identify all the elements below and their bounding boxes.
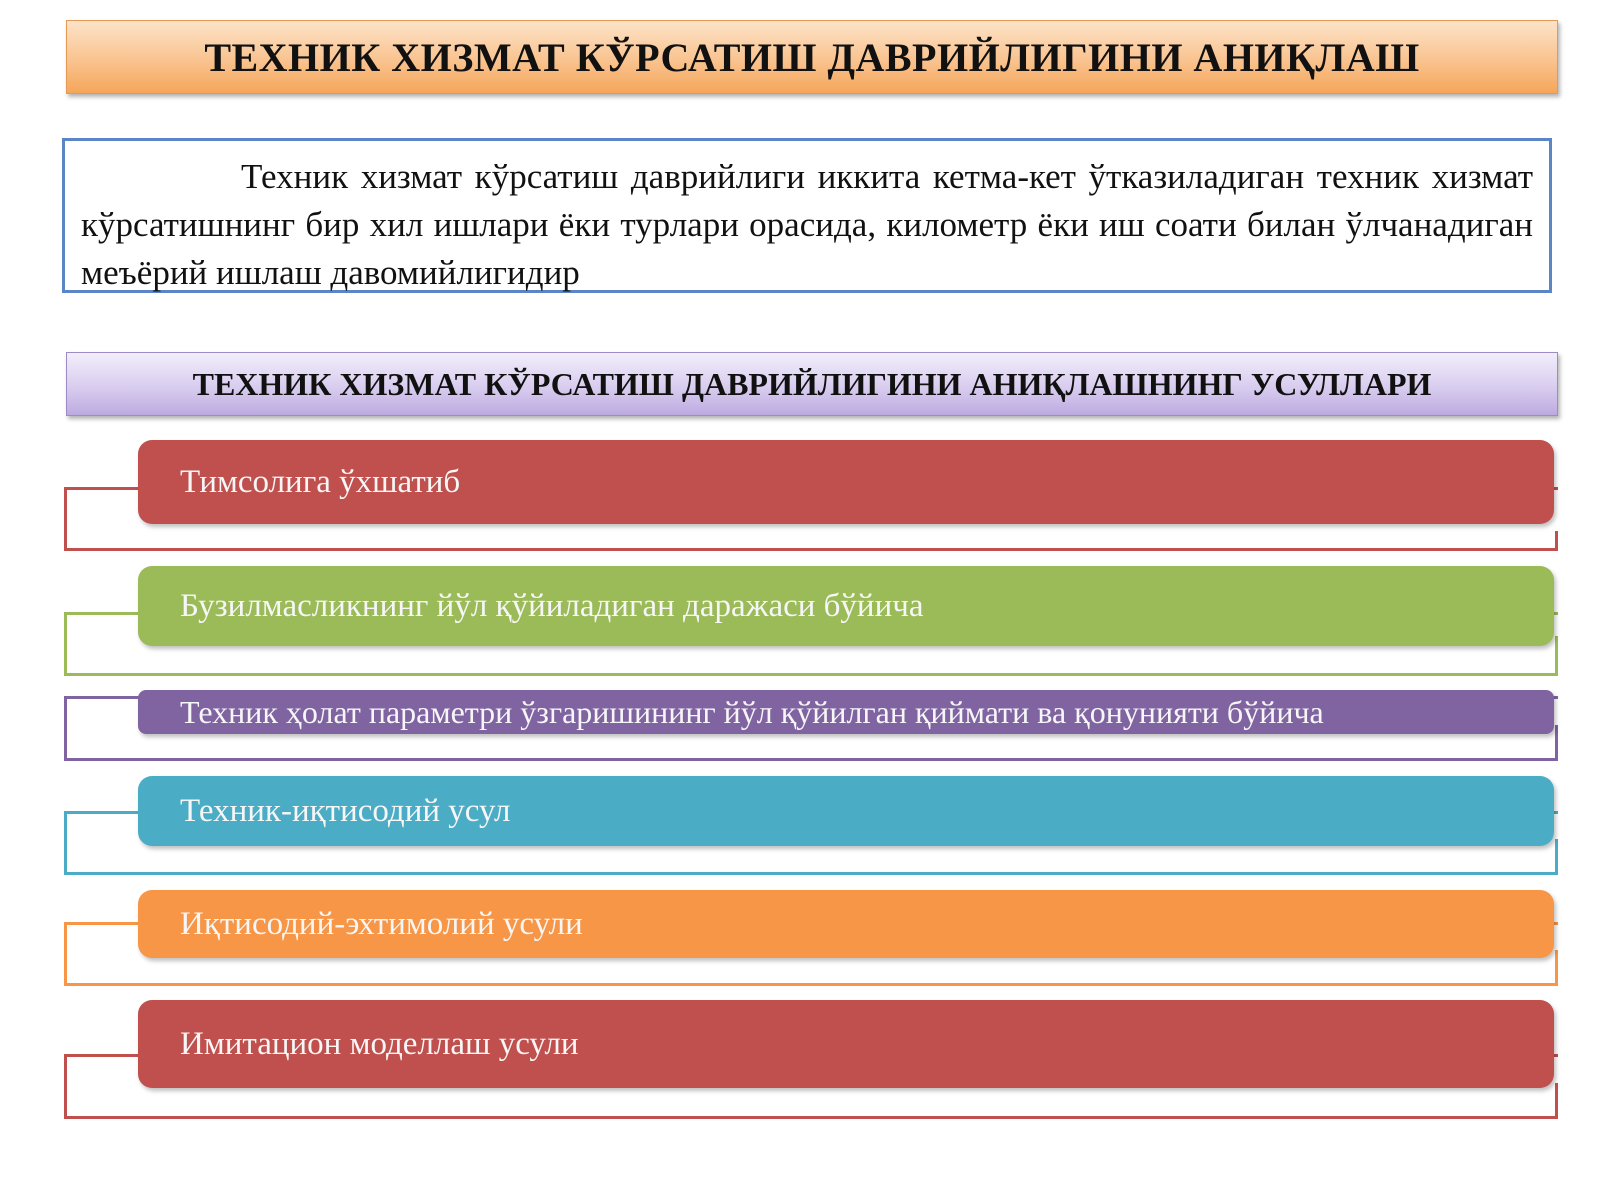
method-label: Тимсолига ўхшатиб [180, 463, 461, 500]
methods-heading: ТЕХНИК ХИЗМАТ КЎРСАТИШ ДАВРИЙЛИГИНИ АНИҚЛАШНИНГ УСУЛЛАРИ [66, 352, 1558, 416]
method-label: Техник ҳолат параметри ўзгаришининг йўл қўйилган қиймати ва қонунияти бўйича [180, 693, 1324, 730]
method-item-technical-economic [138, 776, 1554, 846]
method-item-reliability-level [138, 566, 1554, 646]
definition-box: Техник хизмат кўрсатиш даврийлиги иккита кетма-кет ўтказиладиган техник хизмат кўрсатишнинг бир хил ишлари ёки турлари орасида, километр ёки иш соати билан ўлчанадиган меъёрий ишлаш давомийлигидир [62, 138, 1552, 293]
method-label: Имитацион моделлаш усули [180, 1025, 579, 1062]
method-label: Бузилмасликнинг йўл қўйиладиган даражаси бўйича [180, 587, 924, 624]
method-item-analogy [138, 440, 1554, 524]
page-title: ТЕХНИК ХИЗМАТ КЎРСАТИШ ДАВРИЙЛИГИНИ АНИҚЛАШ [66, 20, 1558, 94]
method-item-simulation-modeling [138, 1000, 1554, 1088]
method-item-parameter-change [138, 690, 1554, 734]
method-label: Техник-иқтисодий усул [180, 792, 511, 829]
method-label: Иқтисодий-эхтимолий усули [180, 905, 583, 942]
method-item-economic-probabilistic [138, 890, 1554, 958]
